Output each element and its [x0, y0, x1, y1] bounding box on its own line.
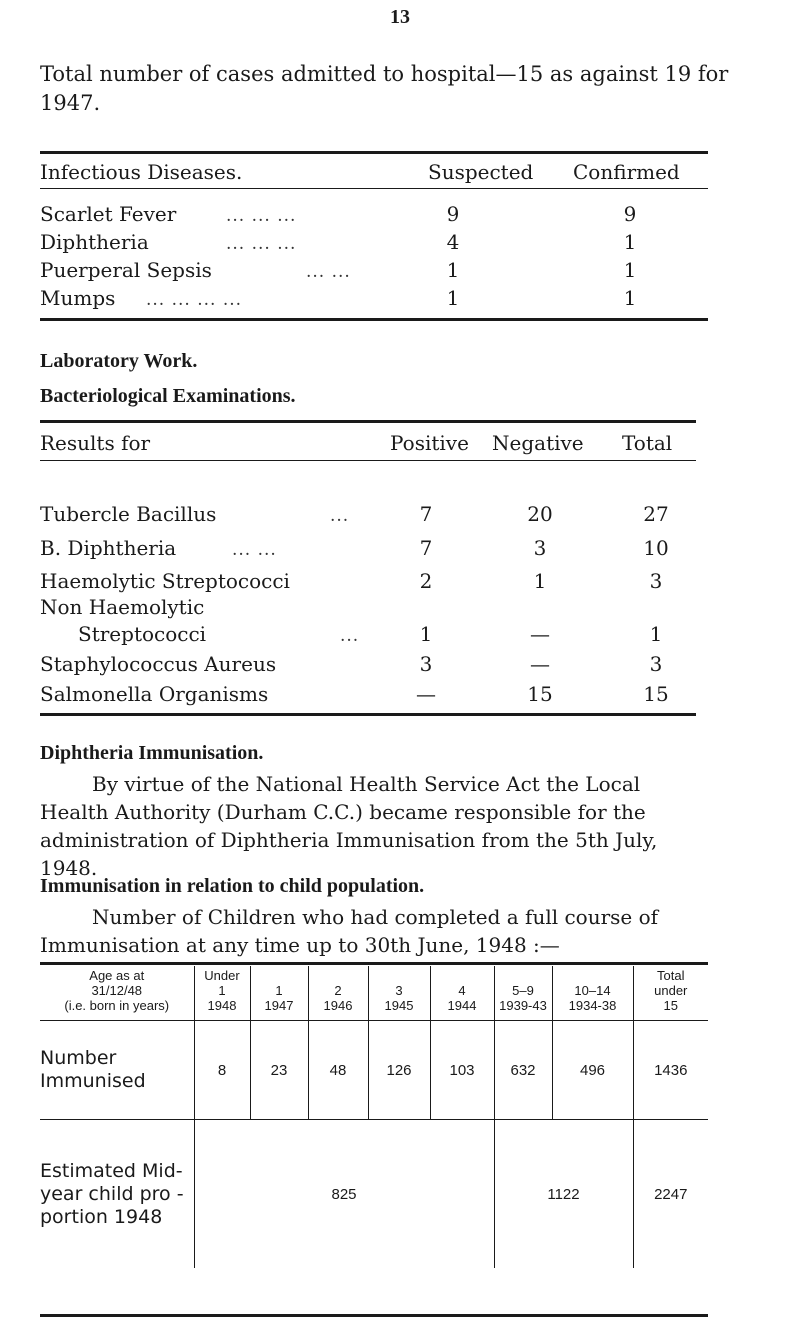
confirmed-count: 9 [623, 202, 637, 226]
col-header-disease: Infectious Diseases. [40, 160, 243, 184]
age-header-line: 31/12/48 [91, 983, 143, 998]
estimated-row [40, 1120, 708, 1269]
immunised-value: 496 [552, 1021, 633, 1120]
col-header-negative: Negative [492, 431, 584, 455]
table-bottom-rule [40, 318, 708, 321]
negative-count: 1 [533, 569, 547, 593]
age-col-header: 3 1945 [368, 966, 430, 1021]
organism-name: Tubercle Bacillus [40, 502, 217, 526]
immunised-value: 48 [308, 1021, 368, 1120]
leader-dots: ... ... ... [226, 234, 297, 254]
organism-name: B. Diphtheria [40, 536, 177, 560]
total-count: 3 [649, 569, 663, 593]
laboratory-heading: Laboratory Work. [40, 350, 198, 372]
col-header-results-for: Results for [40, 431, 151, 455]
suspected-count: 1 [446, 258, 460, 282]
col-header-positive: Positive [390, 431, 469, 455]
immunised-value: 8 [194, 1021, 250, 1120]
age-col-header: 5–9 1939-43 [494, 966, 552, 1021]
row-label: Estimated Mid-year child pro - portion 1948 [40, 1120, 194, 1269]
age-col-header: Total under 15 [633, 966, 708, 1021]
leader-dots: ... ... [306, 262, 351, 282]
disease-name: Diphtheria [40, 230, 149, 254]
organism-name: Staphylococcus Aureus [40, 652, 277, 676]
suspected-count: 1 [446, 286, 460, 310]
negative-count: — [530, 652, 550, 676]
page-number: 13 [390, 6, 410, 28]
immunised-value: 1436 [633, 1021, 708, 1120]
immunisation-heading: Immunisation in relation to child population. [40, 875, 425, 897]
col-header-confirmed: Confirmed [573, 160, 680, 184]
total-count: 15 [643, 682, 669, 706]
immunised-value: 126 [368, 1021, 430, 1120]
col-header-total: Total [622, 431, 673, 455]
disease-name: Mumps [40, 286, 116, 310]
age-col-header: 4 1944 [430, 966, 494, 1021]
organism-name: Haemolytic Streptococci [40, 569, 290, 593]
negative-count: 20 [527, 502, 553, 526]
positive-count: — [416, 682, 436, 706]
confirmed-count: 1 [623, 258, 637, 282]
disease-name: Scarlet Fever [40, 202, 177, 226]
immunised-row [40, 1021, 708, 1120]
age-col-header: 1 1947 [250, 966, 308, 1021]
imm-table-top-rule [40, 962, 708, 965]
table-top-rule [40, 420, 696, 423]
header-rule [40, 188, 708, 189]
organism-name: Non Haemolytic [40, 595, 205, 619]
leader-dots: ... ... ... [226, 206, 297, 226]
bacteriological-heading: Bacteriological Examinations. [40, 385, 296, 407]
disease-name: Puerperal Sepsis [40, 258, 212, 282]
negative-count: — [530, 622, 550, 646]
estimated-total: 2247 [633, 1120, 708, 1269]
leader-dots: ... [340, 626, 360, 646]
age-col-header: 2 1946 [308, 966, 368, 1021]
age-col-header: 10–14 1934-38 [552, 966, 633, 1021]
table-top-rule [40, 151, 708, 154]
leader-dots: ... [330, 506, 350, 526]
estimated-under5: 825 [194, 1120, 494, 1269]
age-col-header: Under 1 1948 [194, 966, 250, 1021]
positive-count: 3 [419, 652, 433, 676]
positive-count: 7 [419, 536, 433, 560]
table-bottom-rule [40, 713, 696, 716]
positive-count: 1 [419, 622, 433, 646]
confirmed-count: 1 [623, 230, 637, 254]
total-count: 3 [649, 652, 663, 676]
estimated-5to14: 1122 [494, 1120, 633, 1269]
intro-text: Total number of cases admitted to hospital—15 as against 19 for 1947. [40, 62, 729, 115]
table-header-row [40, 966, 708, 1021]
leader-dots: ... ... [232, 540, 277, 560]
immunisation-paragraph: Number of Children who had completed a full course of Immunisation at any time up to 30th June, 1948 :— [40, 905, 659, 957]
confirmed-count: 1 [623, 286, 637, 310]
age-header [40, 966, 194, 1021]
positive-count: 2 [419, 569, 433, 593]
total-count: 27 [643, 502, 669, 526]
organism-name: Streptococci [78, 622, 207, 646]
negative-count: 3 [533, 536, 547, 560]
leader-dots: ... ... ... ... [146, 290, 243, 310]
imm-table-bottom-rule [40, 1314, 708, 1317]
organism-name: Salmonella Organisms [40, 682, 269, 706]
immunised-value: 103 [430, 1021, 494, 1120]
diphtheria-paragraph: By virtue of the National Health Service Act the Local Health Authority (Durham C.C.) became responsible for the administration of Diphtheria Immunisation from the 5th July, 1948. [40, 772, 658, 880]
immunised-value: 23 [250, 1021, 308, 1120]
header-rule [40, 460, 696, 461]
row-label: Number Immunised [40, 1021, 194, 1120]
immunised-value: 632 [494, 1021, 552, 1120]
suspected-count: 4 [446, 230, 460, 254]
positive-count: 7 [419, 502, 433, 526]
diphtheria-heading: Diphtheria Immunisation. [40, 742, 264, 764]
total-count: 10 [643, 536, 669, 560]
col-header-suspected: Suspected [428, 160, 534, 184]
immunisation-table [40, 966, 708, 1268]
age-header-line: (i.e. born in years) [64, 998, 170, 1013]
negative-count: 15 [527, 682, 553, 706]
suspected-count: 9 [446, 202, 460, 226]
total-count: 1 [649, 622, 663, 646]
age-header-line: Age as at [89, 968, 145, 983]
